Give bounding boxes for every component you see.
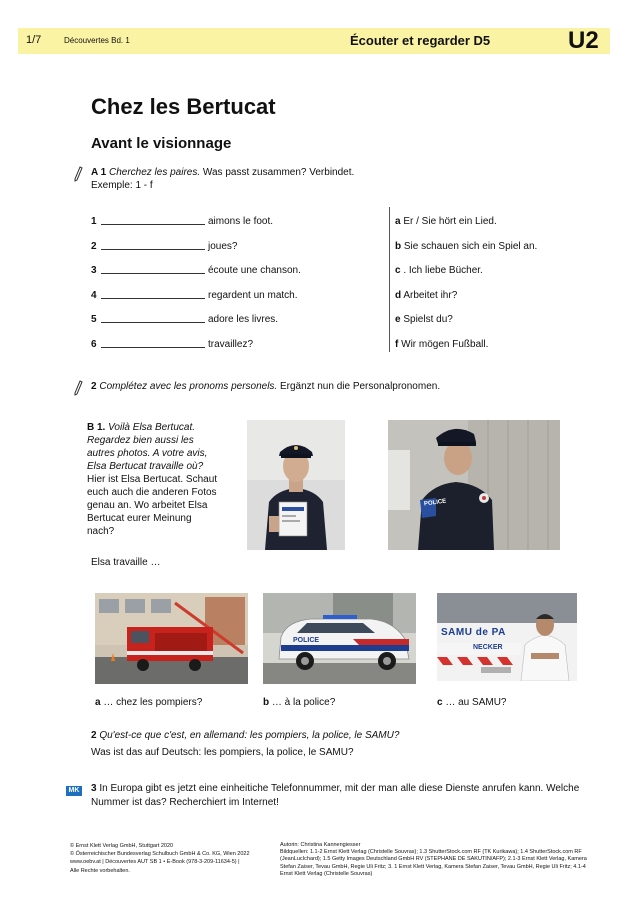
b3-label: 3 xyxy=(91,783,97,794)
a1-right-row: c . Ich liebe Bücher. xyxy=(395,265,483,276)
a2-instruction-de: Ergänzt nun die Personalpronomen. xyxy=(280,381,441,392)
answer-blank[interactable] xyxy=(101,240,205,250)
column-divider xyxy=(389,207,390,352)
answer-blank[interactable] xyxy=(101,264,205,274)
a1-right-row: f Wir mögen Fußball. xyxy=(395,338,489,350)
a1-right-row: e Spielst du? xyxy=(395,314,453,325)
book-title: Découvertes Bd. 1 xyxy=(64,36,130,45)
a1-example: Exemple: 1 - f xyxy=(91,180,153,191)
a1-left-row: 6 travaillez? xyxy=(91,338,254,350)
a1-left-row: 1 aimons le foot. xyxy=(91,216,274,227)
pencil-icon xyxy=(73,166,83,182)
a1-instruction-fr: Cherchez les paires. xyxy=(108,167,201,178)
option-police: b … à la police? xyxy=(263,697,336,708)
b2-question-de: Was ist das auf Deutsch: les pompiers, la police, le SAMU? xyxy=(91,747,354,758)
option-pompiers: a … chez les pompiers? xyxy=(95,697,203,708)
photo-policewoman-profile xyxy=(388,420,560,550)
a1-left-row: 4 regardent un match. xyxy=(91,289,298,301)
b1-label: B 1. xyxy=(87,422,106,433)
b1-prompt: Elsa travaille … xyxy=(91,557,161,568)
photo-policewoman-badge xyxy=(247,420,345,550)
b2-label: 2 xyxy=(91,730,97,741)
a1-left-row: 3 écoute une chanson. xyxy=(91,265,301,276)
answer-blank[interactable] xyxy=(101,313,205,323)
a1-label: A 1 xyxy=(91,167,107,178)
answer-blank[interactable] xyxy=(101,215,205,225)
footer-copyright: © Ernst Klett Verlag GmbH, Stuttgart 2020 © Österreichischer Bundesverlag Schulbuch GmbH & Co. KG, Wien 2022 www.oebv.at | Découvertes AUT SB 1 • E-Book (978-3-209-11634-5) | Alle Rechte vorbehalten. xyxy=(70,843,250,874)
a1-instruction-de: Was passt zusammen? Verbindet. xyxy=(202,167,355,178)
a1-right-row: d Arbeitet ihr? xyxy=(395,289,458,301)
page-title: Chez les Bertucat xyxy=(91,94,276,119)
option-samu: c … au SAMU? xyxy=(437,697,507,708)
mk-badge: MK xyxy=(66,786,82,796)
unit-label: U2 xyxy=(568,27,599,54)
a2-instruction xyxy=(91,380,591,393)
photo-fire-truck xyxy=(95,593,248,684)
page-header xyxy=(18,28,610,54)
page-subtitle: Avant le visionnage xyxy=(91,135,232,152)
b1-text: B 1. Voilà Elsa Bertucat. Regardez bien aussi les autres photos. A votre avis, Elsa Bertucat travaille où? Hier ist Elsa Bertucat. Schaut euch auch die anderen Fotos genau an. Wo arbeitet Elsa Bertucat eurer Meinung nach? xyxy=(87,422,218,537)
a1-left-column xyxy=(91,214,381,361)
a1-right-row: b Sie schauen sich ein Spiel an. xyxy=(395,240,538,252)
police-car-text: POLICE xyxy=(293,637,320,644)
b2-question-fr: 2 Qu'est-ce que c'est, en allemand: les pompiers, la police, le SAMU? xyxy=(91,730,400,741)
section-title: Écouter et regarder D5 xyxy=(350,33,491,48)
samu-text: SAMU de PA xyxy=(441,627,506,638)
b3-task: 3 In Europa gibt es jetzt eine einheitiche Telefonnummer, mit der man alle diese Dienste anrufen kann. Welche Nummer ist das? Recherchiert im Internet! xyxy=(91,783,580,808)
page-number: 1/7 xyxy=(26,34,42,46)
a2-instruction-fr: Complétez avec les pronoms personels. xyxy=(99,381,278,392)
a1-instruction xyxy=(91,166,551,179)
necker-text: NECKER xyxy=(473,644,503,651)
pencil-icon xyxy=(73,380,83,396)
a1-left-row: 5 adore les livres. xyxy=(91,314,279,325)
a1-left-row: 2 joues? xyxy=(91,240,238,252)
answer-blank[interactable] xyxy=(101,289,205,299)
a2-label: 2 xyxy=(91,381,97,392)
photo-police-car xyxy=(263,593,416,684)
a1-right-row: a Er / Sie hört ein Lied. xyxy=(395,216,497,227)
footer-credits: Autorin: Christina Kannengiesser Bildquellen: 1.1-2 Ernst Klett Verlag (Christelle Souvras); 1.3 ShutterStock.com RF (TK Kurikawa); 1.4 ShutterStock.com RF (JeanLucIchard); 1.5 Getty Images Deutschland GmbH RV (STEPHANE DE SAKUTIN/AFP); 2.1-3 Ernst Klett Verlag, Kamera Stefan Zaiser, Tevau GmbH, Regie Uli Fritz; 3. 1 Ernst Klett Verlag, Kamera Stefan Zaiser, Tevau GmbH, Regie Uli Fritz; 4.1-4 Ernst Klett Verlag (Christelle Souvras) xyxy=(280,842,587,877)
photo-samu-ambulance xyxy=(437,593,577,681)
answer-blank[interactable] xyxy=(101,338,205,348)
badge-text: POLICE xyxy=(423,498,447,508)
a1-right-column xyxy=(395,214,595,361)
